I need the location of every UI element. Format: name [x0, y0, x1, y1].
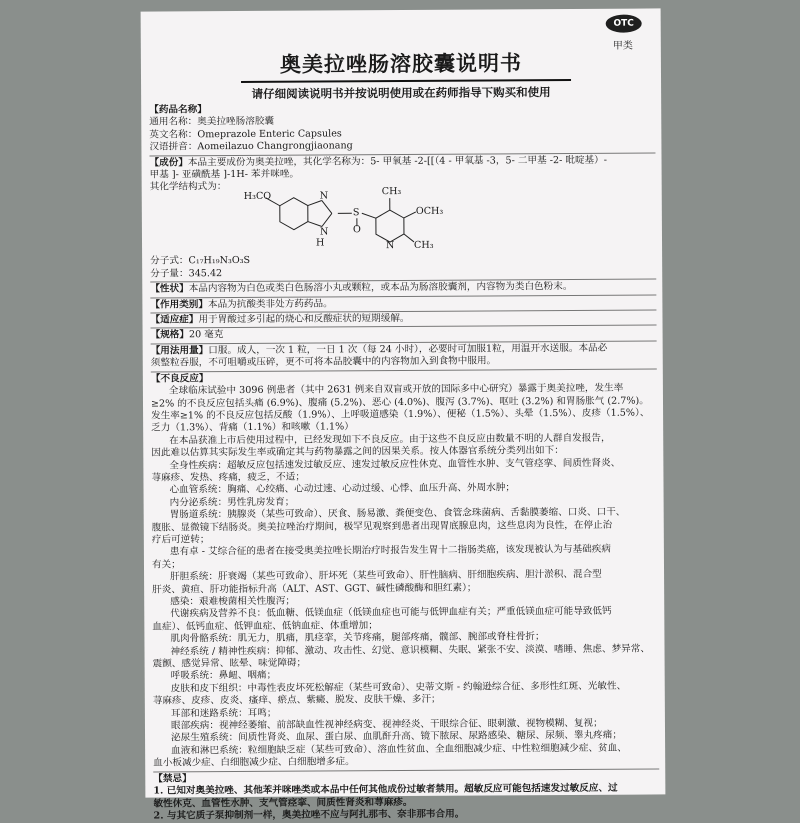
adverse-line: 神经系统 / 精神性疾病：抑郁、激动、攻击性、幻觉、意识模糊、失眠、紧张不安、淡漠、嗜睡、焦虑、梦异常、	[152, 643, 658, 658]
english-name: 英文名称：Omeprazole Enteric Capsules	[149, 126, 655, 141]
ingredients-text-cont: 甲基 ]- 亚磺酰基 ]-1H- 苯并咪唑。	[150, 166, 656, 181]
adverse-line: 全球临床试验中 3096 例患者（其中 2631 例来自双盲或开放的国际多中心研究）暴露于奥美拉唑，发生率	[151, 383, 657, 398]
otc-category: 甲类	[613, 37, 633, 52]
structure-n2: N	[320, 227, 328, 239]
adverse-line: ≥2% 的不良反应包括头痛 (6.9%)、腹痛 (5.2%)、恶心 (4.0%)、腹泻 (3.7%)、呕吐 (3.2%) 和胃肠胀气 (2.7%)。	[151, 395, 657, 410]
dosage-text-cont: 须整粒吞服，不可咀嚼或压碎，更不可将本品胶囊中的内容物加入到食物中服用。	[151, 355, 657, 370]
section-header-dosage: 【用法用量】	[151, 345, 209, 356]
structure-n1: N	[320, 191, 328, 203]
adverse-line: 腹胀、显微镜下结肠炎。奥美拉唑治疗期间，极罕见观察到患者出现胃底腺息肉，这些息肉为良性，在停止治	[152, 519, 658, 534]
page-title: 奥美拉唑肠溶胶囊说明书	[141, 46, 661, 79]
adverse-line: 肝炎、黄疸、肝功能指标升高（ALT、AST、GGT、碱性磷酸酶和胆红素）；	[152, 581, 658, 596]
indications-text: 用于胃酸过多引起的烧心和反酸症状的短期缓解。	[198, 313, 409, 325]
section-header-adverse: 【不良反应】	[151, 370, 657, 385]
leaflet-page	[141, 8, 666, 797]
adverse-line: 有关；	[152, 556, 658, 571]
section-header-ingredients: 【成份】	[149, 157, 187, 168]
contraindication-line: 1. 已知对奥美拉唑、其他苯并咪唑类或本品中任何其他成份过敏者禁用。超敏反应可能包括速发过敏反应、过	[153, 783, 659, 798]
adverse-line: 代谢疾病及营养不良：低血糖、低镁血症（低镁血症也可能与低钾血症有关；严重低镁血症可能导致低钙	[152, 606, 658, 621]
section-header-properties: 【性状】	[150, 284, 188, 295]
chemical-structure	[150, 179, 656, 256]
section-header-name: 【药品名称】	[149, 101, 655, 116]
section-header-specification: 【规格】	[151, 330, 189, 341]
section-header-contraindications: 【禁忌】	[153, 770, 659, 785]
adverse-line: 发生率≥1% 的不良反应包括反酸（1.9%）、上呼吸道感染（1.9%）、便秘（1.5%）、头晕（1.5%）、皮疹（1.5%）、	[151, 407, 657, 422]
adverse-line: 血小板减少症、白细胞减少症、白细胞增多症。	[153, 755, 659, 770]
specification-text: 20 毫克	[189, 330, 224, 341]
adverse-line: 感染：艰难梭菌相关性腹泻；	[152, 593, 658, 608]
page-subtitle: 请仔细阅读说明书并按说明使用或在药师指导下购买和使用	[141, 83, 661, 102]
section-header-category: 【作用类别】	[150, 299, 208, 310]
pinyin-name: 汉语拼音：Aomeilazuo Changrongjiaonang	[149, 139, 655, 154]
structure-s: S	[353, 208, 360, 220]
structure-methoxy: H₃CO	[244, 191, 271, 204]
adverse-line: 眼部疾病：视神经萎缩、前部缺血性视神经病变、视神经炎、干眼综合征、眼刺激、视物模糊、复视；	[153, 718, 659, 733]
contraindication-line: 2. 与其它质子泵抑制剂一样，奥美拉唑不应与阿扎那韦、奈非那韦合用。	[153, 807, 659, 822]
properties-text: 本品内容物为白色或类白色肠溶小丸或颗粒，或本品为肠溶胶囊剂，内容物为类白色粉末。	[189, 281, 573, 294]
structure-diagram	[150, 179, 656, 256]
structure-label: 其化学结构式为：	[150, 182, 227, 195]
adverse-line: 疗后可逆转；	[152, 531, 658, 546]
adverse-line: 荨麻疹、皮疹、皮炎、瘙痒、瘀点、紫癜、脱发、皮肤干燥、多汗；	[153, 693, 659, 708]
adverse-line: 心血管系统：胸痛、心绞痛、心动过速、心动过缓、心悸、血压升高、外周水肿；	[151, 482, 657, 497]
adverse-line: 全身性疾病：超敏反应包括速发过敏反应、速发过敏反应性休克、血管性水肿、支气管痉挛、间质性肾炎、	[151, 457, 657, 472]
otc-badge: OTC	[606, 15, 642, 33]
adverse-line: 胃肠道系统：胰腺炎（某些可致命）、厌食、肠易激、粪便变色、食管念珠菌病、舌黏膜萎缩、口炎、口干、	[152, 507, 658, 522]
title-underline	[241, 79, 571, 83]
category-text: 本品为抗酸类非处方药药品。	[208, 298, 333, 310]
adverse-line: 在本品获准上市后使用过程中，已经发现如下不良反应。由于这些不良反应由数量不明的人群自发报告，	[151, 432, 657, 447]
structure-och3: OCH₃	[416, 206, 443, 219]
molecular-weight: 分子量：345.42	[150, 265, 656, 280]
dosage-text: 口服。成人，一次 1 粒，一日 1 次（每 24 小时），必要时可加服1粒，用温开水送服。本品必	[208, 343, 607, 356]
adverse-line: 呼吸系统：鼻衄、咽痛；	[153, 668, 659, 683]
adverse-line: 荨麻疹、发热、疼痛，疲乏，不适；	[151, 469, 657, 484]
adverse-line: 因此难以估算其实际发生率或确定其与药物暴露之间的因果关系。按人体器官系统分类列出如下：	[151, 445, 657, 460]
adverse-line: 皮肤和皮下组织：中毒性表皮坏死松解症（某些可致命）、史蒂文斯 - 约翰逊综合征、多形性红斑、光敏性、	[153, 680, 659, 695]
section-header-indications: 【适应症】	[150, 314, 198, 325]
structure-o: O	[353, 225, 361, 237]
adverse-line: 血液和淋巴系统：粒细胞缺乏症（某些可致命）、溶血性贫血、全血细胞减少症、中性粒细胞减少症、贫血、	[153, 742, 659, 757]
adverse-line: 乏力（1.3%）、背痛（1.1%）和咳嗽（1.1%）	[151, 420, 657, 435]
adverse-line: 震颤、感觉异常、眩晕、味觉障碍；	[153, 655, 659, 670]
adverse-line: 耳部和迷路系统：耳鸣；	[153, 705, 659, 720]
contraindication-line: 敏性休克、血管性水肿、支气管痉挛、间质性肾炎和荨麻疹。	[153, 795, 659, 810]
ingredients-text: 本品主要成份为奥美拉唑，其化学名称为：5- 甲氧基 -2-[[（4 - 甲氧基 -3，5- 二甲基 -2- 吡啶基）-	[188, 154, 607, 168]
generic-name: 通用名称：奥美拉唑肠溶胶囊	[149, 114, 655, 129]
structure-n3: N	[386, 240, 394, 252]
adverse-line: 肝胆系统：肝衰竭（某些可致命）、肝坏死（某些可致命）、肝性脑病、肝细胞疾病、胆汁淤积、混合型	[152, 569, 658, 584]
structure-h: H	[316, 238, 324, 250]
structure-ch3-bottom: CH₃	[414, 240, 434, 253]
adverse-line: 泌尿生殖系统：间质性肾炎、血尿、蛋白尿、血肌酐升高、镜下脓尿、尿路感染、糖尿、尿频、睾丸疼痛；	[153, 730, 659, 745]
adverse-line: 内分泌系统：男性乳房发育；	[152, 494, 658, 509]
adverse-line: 肌肉骨骼系统：肌无力，肌痛，肌痉挛，关节疼痛，腿部疼痛，髋部、腕部或脊柱骨折；	[152, 631, 658, 646]
adverse-line: 血症）、低钙血症、低钾血症、低钠血症、体重增加；	[152, 618, 658, 633]
adverse-line: 患有卓 - 艾综合征的患者在接受奥美拉唑长期治疗时报告发生胃十二指肠类癌，该发现被认为与基础疾病	[152, 544, 658, 559]
molecular-formula: 分子式：C₁₇H₁₉N₃O₃S	[150, 253, 656, 268]
leaflet-content	[149, 101, 659, 822]
structure-ch3-top: CH₃	[382, 186, 402, 199]
